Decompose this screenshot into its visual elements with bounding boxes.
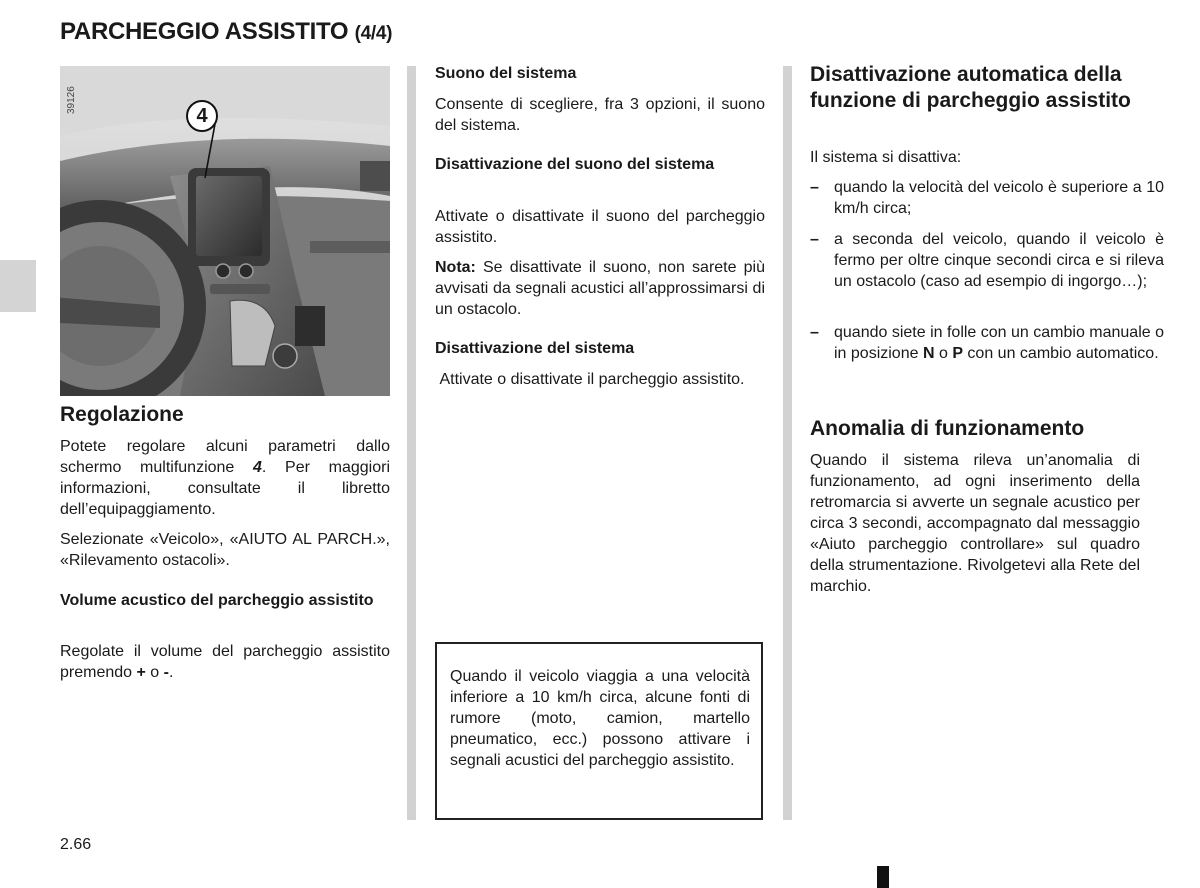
car-interior-illustration [60, 66, 390, 396]
list-item: – a seconda del veicolo, quando il veicolo è fermo per oltre cinque secondi circa e si rileva un ostacolo (caso ad esempio di ingorgo…); [810, 231, 1164, 290]
column-divider-right [783, 66, 792, 820]
column-divider-left [407, 66, 416, 820]
paragraph-regolazione: Potete regolare alcuni parametri dallo schermo multifunzione 4. Per maggiori informazioni, consultate il libretto dell’equipaggiamento. [60, 438, 391, 518]
heading-regolazione: Regolazione [60, 403, 184, 426]
page-number: 2.66 [60, 836, 92, 853]
heading-anomalia: Anomalia di funzionamento [810, 417, 1085, 440]
paragraph-intro: Il sistema si disattiva: [810, 149, 962, 166]
list-item: – quando siete in folle con un cambio manuale o in posizione N o P con un cambio automatico. [810, 324, 1164, 362]
page-title [60, 18, 392, 46]
screen-ref-number: 4 [253, 459, 262, 476]
paragraph-nota: Nota: Se disattivate il suono, non sarete più avvisati da segnali acustici all’approssimarsi di un ostacolo. [435, 259, 765, 318]
heading-disattivazione-suono: Disattivazione del suono del sistema [435, 156, 715, 173]
figure-code: 39126 [66, 86, 77, 114]
list-item: – quando la velocità del veicolo è superiore a 10 km/h circa; [810, 179, 1164, 217]
heading-disattivazione-sistema: Disattivazione del sistema [435, 340, 635, 357]
heading-disattivazione-automatica: Disattivazione automatica della funzione di parcheggio assistito [810, 63, 1131, 112]
thumb-index-mark [877, 866, 889, 888]
heading-suono: Suono del sistema [435, 65, 577, 82]
heading-volume: Volume acustico del parcheggio assistito [60, 592, 374, 609]
callout-number: 4 [186, 100, 218, 132]
paragraph-anomalia: Quando il sistema rileva un’anomalia di funzionamento, ad ogni inserimento della retromarcia si avverte un segnale acustico per circa 3 secondi, accompagnato dal messaggio «Aiuto parcheggio controllare» sul quadro della strumentazione. Rivolgetevi alla Rete del marchio. [810, 452, 1140, 595]
paragraph-suono: Consente di scegliere, fra 3 opzioni, il suono del sistema. [435, 96, 765, 134]
section-tab-marker [0, 260, 36, 312]
paragraph-volume: Regolate il volume del parcheggio assistito premendo + o -. [60, 643, 390, 681]
paragraph-disattivazione-sistema: Attivate o disattivate il parcheggio assistito. [435, 371, 745, 388]
title-page-fraction: (4/4) [354, 23, 393, 44]
title-text: PARCHEGGIO ASSISTITO [60, 18, 349, 45]
paragraph-disattivazione-suono: Attivate o disattivate il suono del parcheggio assistito. [435, 208, 765, 246]
paragraph-selezionate: Selezionate «Veicolo», «AIUTO AL PARCH.», «Rilevamento ostacoli». [60, 531, 390, 569]
nota-label: Nota: [435, 259, 476, 276]
warning-box-text: Quando il veicolo viaggia a una velocità inferiore a 10 km/h circa, alcune fonti di rumore (moto, camion, martello pneumatico, ecc.) possono attivare i segnali acustici del parcheggio assistito. [450, 668, 750, 769]
